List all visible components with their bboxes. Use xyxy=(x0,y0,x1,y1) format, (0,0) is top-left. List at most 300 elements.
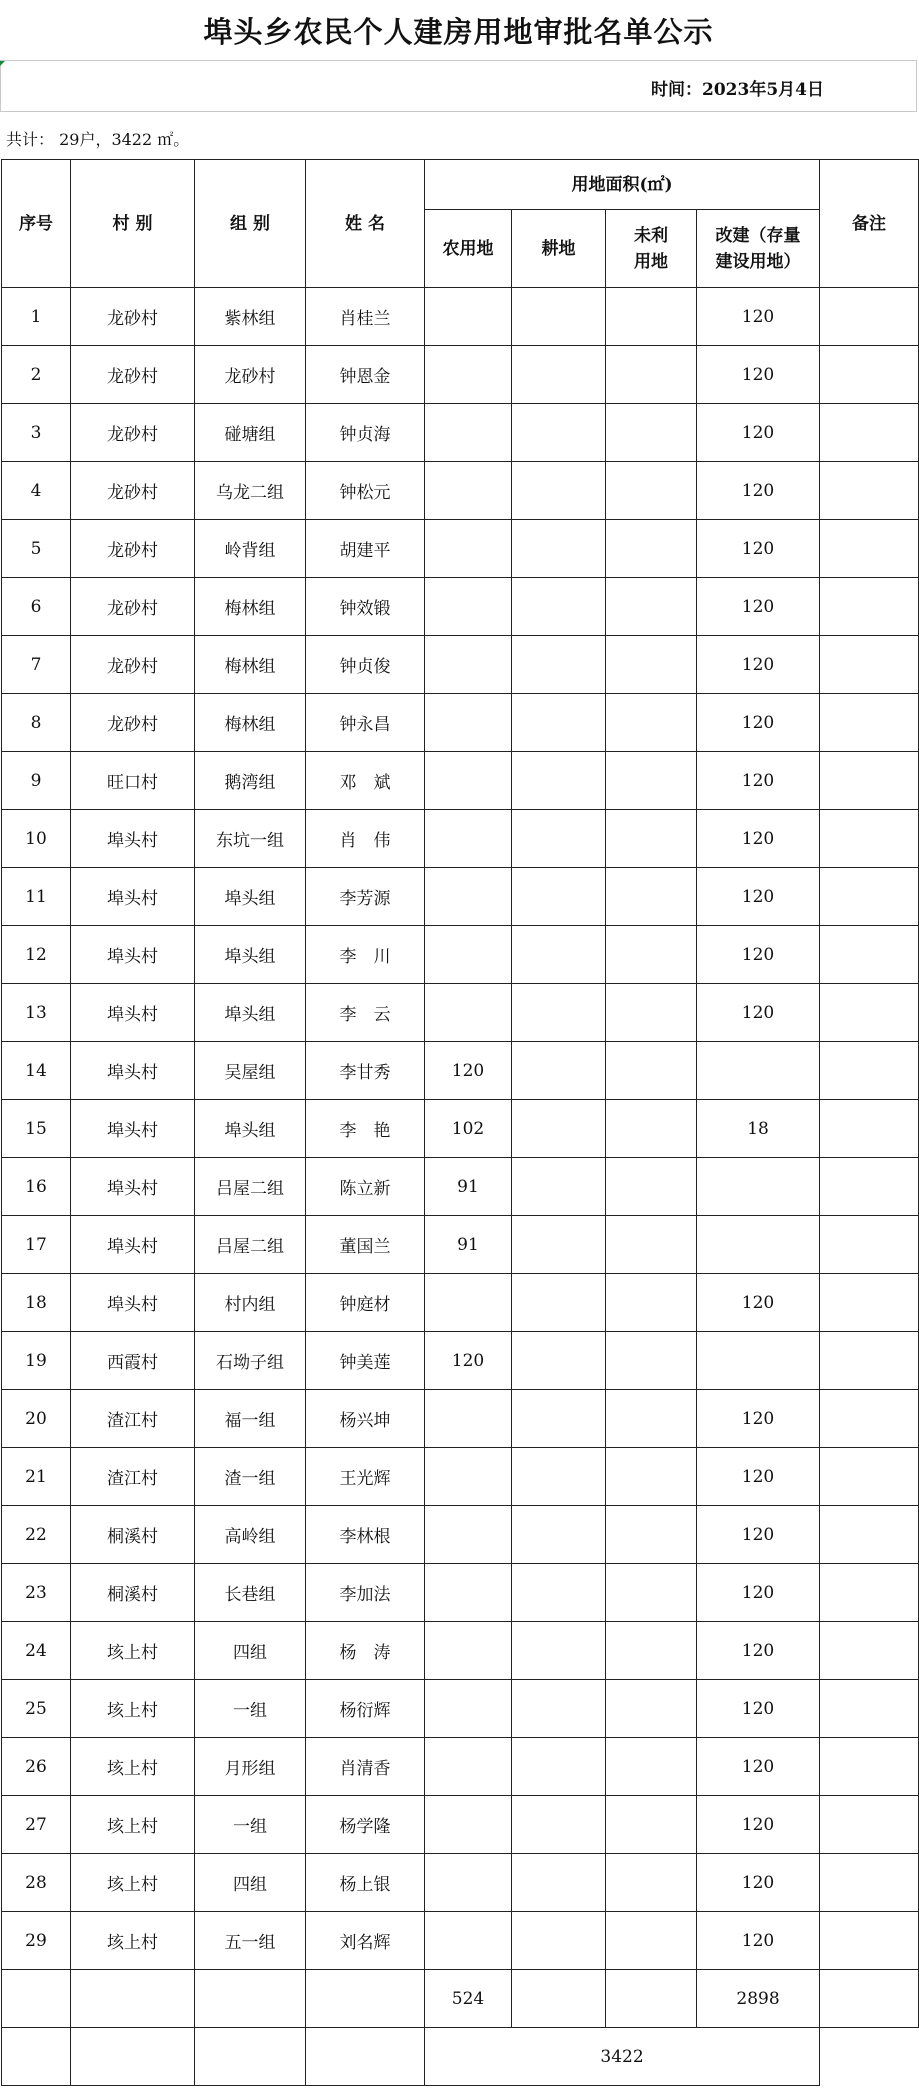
cell-arable xyxy=(512,1506,606,1564)
cell-seq: 25 xyxy=(2,1680,71,1738)
cell-name: 杨衍辉 xyxy=(306,1680,425,1738)
cell-village: 垓上村 xyxy=(71,1796,195,1854)
cell-farm xyxy=(425,578,512,636)
cell-farm xyxy=(425,1854,512,1912)
cell-unused xyxy=(606,810,697,868)
table-row xyxy=(2,404,919,462)
cell-name: 钟贞海 xyxy=(306,404,425,462)
cell-farm xyxy=(425,1796,512,1854)
cell-remark xyxy=(820,984,919,1042)
cell-arable xyxy=(512,1796,606,1854)
cell-village: 埠头村 xyxy=(71,810,195,868)
cell-arable xyxy=(512,1100,606,1158)
cell-name: 李 川 xyxy=(306,926,425,984)
grand-cell-seq xyxy=(2,2028,71,2086)
cell-group: 福一组 xyxy=(195,1390,306,1448)
cell-farm xyxy=(425,1912,512,1970)
cell-unused xyxy=(606,1042,697,1100)
cell-remark xyxy=(820,288,919,346)
cell-arable xyxy=(512,1738,606,1796)
cell-remark xyxy=(820,1680,919,1738)
cell-group: 长巷组 xyxy=(195,1564,306,1622)
approval-table xyxy=(1,159,919,2086)
cell-unused xyxy=(606,404,697,462)
cell-unused xyxy=(606,1506,697,1564)
cell-rebuild: 120 xyxy=(697,694,820,752)
table-row xyxy=(2,636,919,694)
cell-remark xyxy=(820,1158,919,1216)
cell-arable xyxy=(512,752,606,810)
cell-arable xyxy=(512,1158,606,1216)
cell-village: 埠头村 xyxy=(71,868,195,926)
cell-farm xyxy=(425,926,512,984)
cell-seq: 26 xyxy=(2,1738,71,1796)
cell-name: 刘名辉 xyxy=(306,1912,425,1970)
table-row xyxy=(2,1390,919,1448)
cell-unused xyxy=(606,1622,697,1680)
cell-farm xyxy=(425,810,512,868)
cell-remark xyxy=(820,462,919,520)
header-remark: 备注 xyxy=(820,160,919,288)
cell-remark xyxy=(820,1100,919,1158)
header-farm-land: 农用地 xyxy=(425,210,512,288)
cell-unused xyxy=(606,1274,697,1332)
cell-unused xyxy=(606,1390,697,1448)
cell-unused xyxy=(606,462,697,520)
cell-rebuild: 120 xyxy=(697,346,820,404)
cell-village: 垓上村 xyxy=(71,1912,195,1970)
cell-remark xyxy=(820,1738,919,1796)
cell-village: 埠头村 xyxy=(71,926,195,984)
cell-seq: 21 xyxy=(2,1448,71,1506)
cell-name: 李 云 xyxy=(306,984,425,1042)
cell-name: 肖清香 xyxy=(306,1738,425,1796)
table-row xyxy=(2,1738,919,1796)
subtotal-row xyxy=(2,1970,919,2028)
cell-rebuild: 120 xyxy=(697,1738,820,1796)
cell-group: 碰塘组 xyxy=(195,404,306,462)
cell-remark xyxy=(820,346,919,404)
cell-group: 梅林组 xyxy=(195,694,306,752)
cell-name: 陈立新 xyxy=(306,1158,425,1216)
cell-group: 四组 xyxy=(195,1854,306,1912)
table-row xyxy=(2,1506,919,1564)
cell-farm xyxy=(425,868,512,926)
cell-village: 龙砂村 xyxy=(71,346,195,404)
table-row xyxy=(2,1854,919,1912)
cell-name: 钟恩金 xyxy=(306,346,425,404)
cell-arable xyxy=(512,520,606,578)
cell-remark xyxy=(820,1622,919,1680)
cell-group: 东坑一组 xyxy=(195,810,306,868)
cell-remark xyxy=(820,810,919,868)
cell-village: 垓上村 xyxy=(71,1680,195,1738)
cell-village: 渣江村 xyxy=(71,1448,195,1506)
page-title: 埠头乡农民个人建房用地审批名单公示 xyxy=(0,0,917,61)
header-group: 组 别 xyxy=(195,160,306,288)
table-row xyxy=(2,1912,919,1970)
cell-village: 龙砂村 xyxy=(71,462,195,520)
table-row xyxy=(2,346,919,404)
date-row xyxy=(0,61,917,112)
cell-group: 埠头组 xyxy=(195,868,306,926)
cell-village: 埠头村 xyxy=(71,1100,195,1158)
header-area: 用地面积(㎡) xyxy=(425,160,820,210)
grand-total-row xyxy=(2,2028,919,2086)
subtotal-farm: 524 xyxy=(425,1970,512,2028)
cell-seq: 4 xyxy=(2,462,71,520)
cell-seq: 3 xyxy=(2,404,71,462)
cell-seq: 24 xyxy=(2,1622,71,1680)
cell-seq: 19 xyxy=(2,1332,71,1390)
cell-name: 钟效锻 xyxy=(306,578,425,636)
cell-group: 石坳子组 xyxy=(195,1332,306,1390)
cell-arable xyxy=(512,404,606,462)
cell-unused xyxy=(606,1738,697,1796)
cell-name: 钟庭材 xyxy=(306,1274,425,1332)
cell-seq: 11 xyxy=(2,868,71,926)
cell-rebuild: 120 xyxy=(697,984,820,1042)
cell-rebuild xyxy=(697,1216,820,1274)
table-row xyxy=(2,1448,919,1506)
cell-village: 龙砂村 xyxy=(71,636,195,694)
cell-farm xyxy=(425,404,512,462)
table-row xyxy=(2,1564,919,1622)
table-row xyxy=(2,1216,919,1274)
cell-remark xyxy=(820,868,919,926)
cell-group: 鹅湾组 xyxy=(195,752,306,810)
header-seq: 序号 xyxy=(2,160,71,288)
cell-rebuild: 120 xyxy=(697,636,820,694)
cell-name: 李加法 xyxy=(306,1564,425,1622)
cell-rebuild: 120 xyxy=(697,520,820,578)
cell-remark xyxy=(820,1854,919,1912)
cell-rebuild: 120 xyxy=(697,1912,820,1970)
cell-arable xyxy=(512,1216,606,1274)
cell-unused xyxy=(606,1448,697,1506)
cell-unused xyxy=(606,520,697,578)
cell-name: 肖桂兰 xyxy=(306,288,425,346)
cell-arable xyxy=(512,1564,606,1622)
cell-farm: 91 xyxy=(425,1158,512,1216)
table-row xyxy=(2,1158,919,1216)
cell-remark xyxy=(820,1448,919,1506)
cell-farm xyxy=(425,1680,512,1738)
cell-arable xyxy=(512,1274,606,1332)
cell-arable xyxy=(512,1448,606,1506)
cell-name: 李林根 xyxy=(306,1506,425,1564)
cell-rebuild: 120 xyxy=(697,578,820,636)
cell-rebuild: 120 xyxy=(697,1390,820,1448)
cell-rebuild: 120 xyxy=(697,1506,820,1564)
cell-village: 桐溪村 xyxy=(71,1506,195,1564)
cell-arable xyxy=(512,288,606,346)
cell-seq: 2 xyxy=(2,346,71,404)
subtotal-cell-name xyxy=(306,1970,425,2028)
cell-unused xyxy=(606,1854,697,1912)
cell-farm: 91 xyxy=(425,1216,512,1274)
cell-village: 埠头村 xyxy=(71,1216,195,1274)
cell-farm xyxy=(425,346,512,404)
cell-group: 一组 xyxy=(195,1796,306,1854)
cell-farm xyxy=(425,984,512,1042)
subtotal-cell-group xyxy=(195,1970,306,2028)
cell-unused xyxy=(606,694,697,752)
cell-name: 钟贞俊 xyxy=(306,636,425,694)
cell-name: 邓 斌 xyxy=(306,752,425,810)
cell-seq: 29 xyxy=(2,1912,71,1970)
table-row xyxy=(2,520,919,578)
cell-village: 埠头村 xyxy=(71,1274,195,1332)
cell-group: 梅林组 xyxy=(195,636,306,694)
cell-arable xyxy=(512,694,606,752)
cell-group: 吕屋二组 xyxy=(195,1158,306,1216)
cell-rebuild xyxy=(697,1332,820,1390)
cell-arable xyxy=(512,1680,606,1738)
cell-rebuild: 120 xyxy=(697,926,820,984)
cell-remark xyxy=(820,752,919,810)
cell-seq: 22 xyxy=(2,1506,71,1564)
cell-name: 杨兴坤 xyxy=(306,1390,425,1448)
cell-village: 西霞村 xyxy=(71,1332,195,1390)
cell-name: 杨 涛 xyxy=(306,1622,425,1680)
cell-remark xyxy=(820,404,919,462)
cell-rebuild: 120 xyxy=(697,810,820,868)
cell-farm xyxy=(425,1390,512,1448)
cell-group: 五一组 xyxy=(195,1912,306,1970)
subtotal-rebuild: 2898 xyxy=(697,1970,820,2028)
cell-rebuild: 120 xyxy=(697,752,820,810)
cell-name: 钟美莲 xyxy=(306,1332,425,1390)
cell-village: 桐溪村 xyxy=(71,1564,195,1622)
table-row xyxy=(2,288,919,346)
grand-cell-name xyxy=(306,2028,425,2086)
cell-arable xyxy=(512,1912,606,1970)
cell-farm xyxy=(425,1448,512,1506)
table-row xyxy=(2,752,919,810)
cell-arable xyxy=(512,1854,606,1912)
cell-seq: 27 xyxy=(2,1796,71,1854)
cell-unused xyxy=(606,1796,697,1854)
cell-farm: 120 xyxy=(425,1332,512,1390)
cell-group: 吕屋二组 xyxy=(195,1216,306,1274)
cell-group: 高岭组 xyxy=(195,1506,306,1564)
table-row xyxy=(2,1680,919,1738)
cell-group: 龙砂村 xyxy=(195,346,306,404)
table-row xyxy=(2,1274,919,1332)
cell-village: 龙砂村 xyxy=(71,288,195,346)
cell-remark xyxy=(820,1274,919,1332)
table-row xyxy=(2,578,919,636)
cell-unused xyxy=(606,1332,697,1390)
cell-arable xyxy=(512,810,606,868)
cell-rebuild: 120 xyxy=(697,288,820,346)
cell-seq: 17 xyxy=(2,1216,71,1274)
cell-name: 王光辉 xyxy=(306,1448,425,1506)
cell-village: 埠头村 xyxy=(71,1042,195,1100)
table-row xyxy=(2,926,919,984)
cell-unused xyxy=(606,636,697,694)
cell-remark xyxy=(820,926,919,984)
cell-group: 村内组 xyxy=(195,1274,306,1332)
cell-farm: 120 xyxy=(425,1042,512,1100)
cell-unused xyxy=(606,1680,697,1738)
cell-farm xyxy=(425,462,512,520)
cell-farm xyxy=(425,752,512,810)
cell-unused xyxy=(606,984,697,1042)
cell-arable xyxy=(512,926,606,984)
cell-arable xyxy=(512,1390,606,1448)
subtotal-cell-unused xyxy=(606,1970,697,2028)
cell-seq: 20 xyxy=(2,1390,71,1448)
cell-village: 龙砂村 xyxy=(71,578,195,636)
table-row xyxy=(2,1622,919,1680)
cell-group: 渣一组 xyxy=(195,1448,306,1506)
cell-group: 一组 xyxy=(195,1680,306,1738)
cell-group: 月形组 xyxy=(195,1738,306,1796)
total-summary-text: 共计： 29户，3422 ㎡。 xyxy=(6,130,190,149)
header-rebuild-land xyxy=(697,210,820,288)
grand-cell-village xyxy=(71,2028,195,2086)
cell-arable xyxy=(512,984,606,1042)
header-name: 姓 名 xyxy=(306,160,425,288)
cell-remark xyxy=(820,578,919,636)
cell-village: 埠头村 xyxy=(71,984,195,1042)
grand-cell-remark xyxy=(820,2028,919,2086)
cell-farm xyxy=(425,1564,512,1622)
cell-name: 钟松元 xyxy=(306,462,425,520)
cell-seq: 8 xyxy=(2,694,71,752)
cell-seq: 7 xyxy=(2,636,71,694)
cell-seq: 13 xyxy=(2,984,71,1042)
cell-remark xyxy=(820,1390,919,1448)
header-rebuild-land-text: 改建（存量建设用地） xyxy=(715,225,801,272)
cell-farm xyxy=(425,1738,512,1796)
table-row xyxy=(2,868,919,926)
total-summary-row xyxy=(0,112,917,159)
cell-farm xyxy=(425,1622,512,1680)
publish-date: 时间：2023年5月4日 xyxy=(651,80,824,100)
cell-seq: 16 xyxy=(2,1158,71,1216)
cell-group: 岭背组 xyxy=(195,520,306,578)
cell-remark xyxy=(820,1506,919,1564)
cell-unused xyxy=(606,752,697,810)
cell-seq: 5 xyxy=(2,520,71,578)
cell-rebuild: 120 xyxy=(697,1564,820,1622)
table-body xyxy=(2,288,919,1970)
cell-seq: 1 xyxy=(2,288,71,346)
cell-village: 龙砂村 xyxy=(71,404,195,462)
header-unused-land-text: 未利用地 xyxy=(634,225,668,272)
cell-unused xyxy=(606,868,697,926)
table-row xyxy=(2,810,919,868)
cell-rebuild: 120 xyxy=(697,1854,820,1912)
header-arable-land: 耕地 xyxy=(512,210,606,288)
cell-arable xyxy=(512,1042,606,1100)
cell-group: 埠头组 xyxy=(195,926,306,984)
cell-arable xyxy=(512,346,606,404)
grand-total-value: 3422 xyxy=(425,2028,820,2086)
cell-rebuild: 18 xyxy=(697,1100,820,1158)
cell-remark xyxy=(820,1332,919,1390)
cell-seq: 12 xyxy=(2,926,71,984)
cell-unused xyxy=(606,1100,697,1158)
cell-name: 肖 伟 xyxy=(306,810,425,868)
cell-farm xyxy=(425,1506,512,1564)
cell-name: 杨上银 xyxy=(306,1854,425,1912)
cell-group: 吴屋组 xyxy=(195,1042,306,1100)
subtotal-cell-village xyxy=(71,1970,195,2028)
cell-village: 垓上村 xyxy=(71,1854,195,1912)
cell-seq: 6 xyxy=(2,578,71,636)
cell-name: 李甘秀 xyxy=(306,1042,425,1100)
cell-rebuild: 120 xyxy=(697,1274,820,1332)
cell-name: 李芳源 xyxy=(306,868,425,926)
cell-village: 垓上村 xyxy=(71,1738,195,1796)
cell-rebuild: 120 xyxy=(697,462,820,520)
cell-village: 垓上村 xyxy=(71,1622,195,1680)
cell-rebuild: 120 xyxy=(697,1622,820,1680)
cell-unused xyxy=(606,1216,697,1274)
cell-group: 四组 xyxy=(195,1622,306,1680)
cell-remark xyxy=(820,1912,919,1970)
cell-village: 旺口村 xyxy=(71,752,195,810)
cell-corner-marker xyxy=(0,61,5,66)
cell-unused xyxy=(606,346,697,404)
cell-seq: 9 xyxy=(2,752,71,810)
cell-unused xyxy=(606,1912,697,1970)
cell-village: 渣江村 xyxy=(71,1390,195,1448)
cell-arable xyxy=(512,868,606,926)
table-row xyxy=(2,1796,919,1854)
cell-village: 龙砂村 xyxy=(71,520,195,578)
cell-remark xyxy=(820,636,919,694)
cell-seq: 10 xyxy=(2,810,71,868)
table-row xyxy=(2,1100,919,1158)
header-unused-land xyxy=(606,210,697,288)
cell-remark xyxy=(820,694,919,752)
cell-farm xyxy=(425,520,512,578)
subtotal-cell-arable xyxy=(512,1970,606,2028)
cell-rebuild: 120 xyxy=(697,868,820,926)
cell-remark xyxy=(820,1564,919,1622)
cell-farm xyxy=(425,636,512,694)
cell-farm xyxy=(425,1274,512,1332)
cell-rebuild xyxy=(697,1158,820,1216)
cell-rebuild: 120 xyxy=(697,1796,820,1854)
grand-cell-group xyxy=(195,2028,306,2086)
table-row xyxy=(2,462,919,520)
cell-arable xyxy=(512,636,606,694)
cell-seq: 14 xyxy=(2,1042,71,1100)
cell-name: 董国兰 xyxy=(306,1216,425,1274)
cell-seq: 28 xyxy=(2,1854,71,1912)
cell-arable xyxy=(512,1332,606,1390)
cell-unused xyxy=(606,1158,697,1216)
subtotal-cell-seq xyxy=(2,1970,71,2028)
cell-arable xyxy=(512,578,606,636)
cell-group: 梅林组 xyxy=(195,578,306,636)
cell-arable xyxy=(512,1622,606,1680)
cell-farm xyxy=(425,288,512,346)
cell-name: 钟永昌 xyxy=(306,694,425,752)
cell-rebuild: 120 xyxy=(697,1448,820,1506)
cell-group: 乌龙二组 xyxy=(195,462,306,520)
table-row xyxy=(2,1332,919,1390)
cell-unused xyxy=(606,1564,697,1622)
cell-village: 龙砂村 xyxy=(71,694,195,752)
cell-unused xyxy=(606,578,697,636)
